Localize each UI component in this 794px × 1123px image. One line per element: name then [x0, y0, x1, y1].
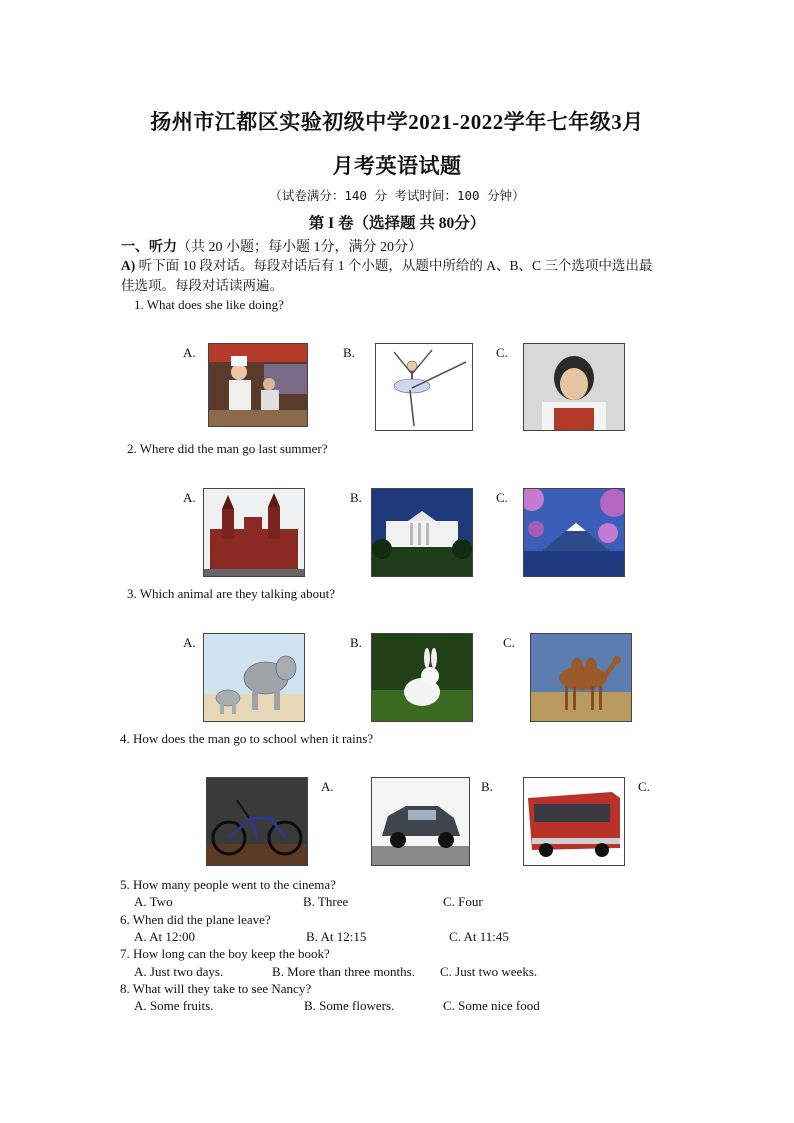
question-8: 8. What will they take to see Nancy?: [120, 981, 312, 996]
instructions-line1: A) 听下面 10 段对话。每段对话后有 1 个小题，从题中所给的 A、B、C 三个选项中选出最: [121, 258, 653, 273]
question-6: 6. When did the plane leave?: [120, 912, 271, 927]
question-5: 5. How many people went to the cinema?: [120, 877, 336, 892]
q4-image-c-bus: [523, 777, 625, 866]
q4-option-b: B.: [481, 779, 493, 794]
q3-option-b: B.: [350, 635, 362, 650]
q2-option-a: A.: [183, 490, 196, 505]
q3-image-c-camel: [530, 633, 632, 722]
volume-heading: 第 I 卷（选择题 共 80分）: [308, 215, 486, 232]
q6-option-c: C. At 11:45: [449, 929, 509, 944]
q4-option-a: A.: [321, 779, 334, 794]
q2-image-c-mount-fuji: [523, 488, 625, 577]
q1-option-c: C.: [496, 345, 508, 360]
q4-image-a-bicycle: [206, 777, 308, 866]
exam-meta: （试卷满分：140 分 考试时间：100 分钟）: [269, 188, 525, 203]
section-label: 一、听力: [121, 240, 177, 255]
q3-image-b-rabbit: [371, 633, 473, 722]
q4-option-c: C.: [638, 779, 650, 794]
q2-option-c: C.: [496, 490, 508, 505]
part-label: A): [121, 258, 136, 273]
q5-option-a: A. Two: [134, 894, 173, 909]
q1-option-a: A.: [183, 345, 196, 360]
question-1: 1. What does she like doing?: [134, 297, 284, 312]
q4-image-b-car: [371, 777, 470, 866]
section-desc: （共 20 小题；每小题 1分，满分 20分）: [177, 240, 422, 255]
section-heading: [121, 236, 422, 256]
question-4: 4. How does the man go to school when it rains?: [120, 731, 374, 746]
exam-title-line2: 月考英语试题: [332, 154, 462, 178]
q1-image-c-reading: [523, 343, 625, 431]
q5-option-c: C. Four: [443, 894, 483, 909]
q8-option-c: C. Some nice food: [443, 998, 540, 1013]
q8-option-a: A. Some fruits.: [134, 998, 214, 1013]
question-7: 7. How long can the boy keep the book?: [120, 946, 330, 961]
q3-option-c: C.: [503, 635, 515, 650]
exam-title-line1: 扬州市江都区实验初级中学2021-2022学年七年级3月: [150, 110, 644, 134]
q5-option-b: B. Three: [303, 894, 349, 909]
instructions-line2: 佳选项。每段对话读两遍。: [121, 278, 283, 293]
q3-image-a-elephants: [203, 633, 305, 722]
q7-option-c: C. Just two weeks.: [440, 964, 538, 979]
q1-image-a-cooking: [208, 343, 308, 427]
q7-option-b: B. More than three months.: [272, 964, 415, 979]
q1-option-b: B.: [343, 345, 355, 360]
question-3: 3. Which animal are they talking about?: [127, 586, 336, 601]
q3-option-a: A.: [183, 635, 196, 650]
q7-option-a: A. Just two days.: [134, 964, 224, 979]
question-2: 2. Where did the man go last summer?: [127, 441, 328, 456]
q6-option-b: B. At 12:15: [306, 929, 367, 944]
q2-option-b: B.: [350, 490, 362, 505]
q6-option-a: A. At 12:00: [134, 929, 196, 944]
q2-image-a-building: [203, 488, 305, 577]
q1-image-b-ballet: [375, 343, 473, 431]
q8-option-b: B. Some flowers.: [304, 998, 395, 1013]
q2-image-b-white-house: [371, 488, 473, 577]
